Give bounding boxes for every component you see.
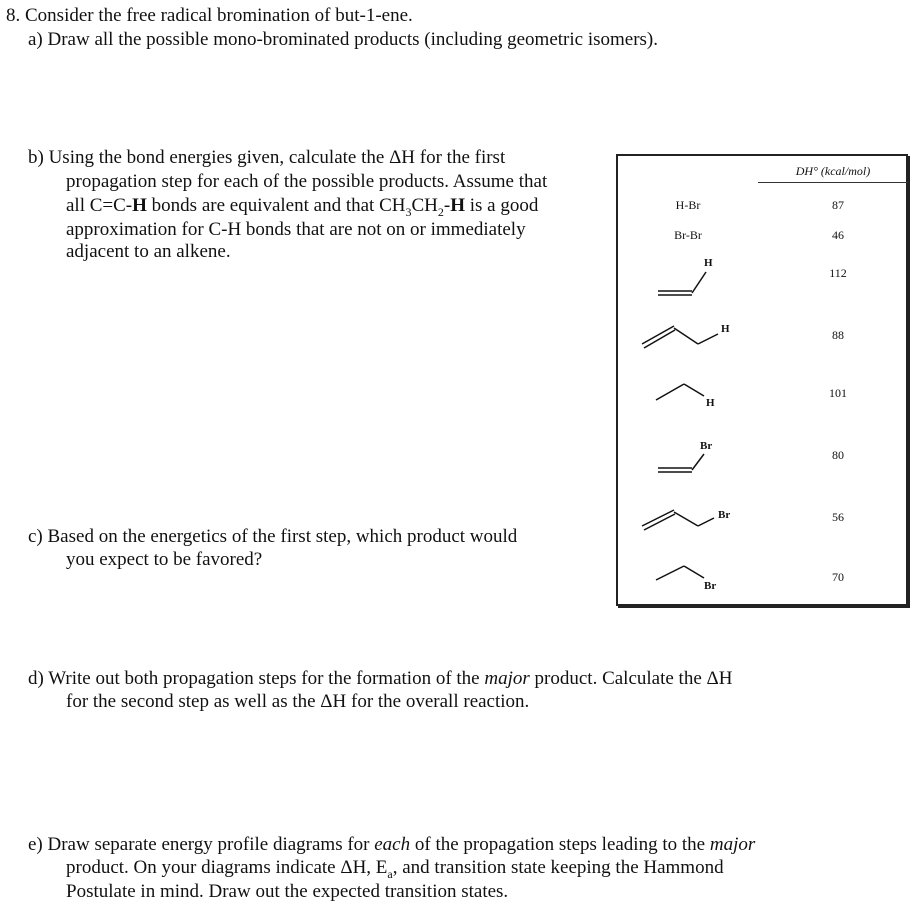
text-run: - [443, 195, 451, 216]
part-e-line3: Postulate in mind. Draw out the expected transition states. [66, 881, 509, 902]
ethyl-br-structure [656, 566, 704, 580]
emphasis: major [484, 668, 530, 689]
part-d-line1 [28, 667, 732, 691]
row-value-allylic-h: 88 [832, 328, 844, 342]
row-value-ethyl-br: 70 [832, 570, 844, 584]
part-a-text: a) Draw all the possible mono-brominated products (including geometric isomers). [28, 29, 659, 50]
atom-label: Br [718, 509, 731, 521]
row-value-brbr: 46 [832, 228, 844, 242]
part-b-line5: adjacent to an alkene. [66, 241, 231, 262]
part-b-line1: b) Using the bond energies given, calculate the ΔH for the first [28, 147, 506, 168]
row-value-allylic-br: 56 [832, 510, 844, 524]
allylic-br-structure [642, 510, 714, 530]
vinyl-br-structure [658, 454, 704, 472]
part-c-line2: you expect to be favored? [66, 549, 263, 570]
part-c-line1: c) Based on the energetics of the first step, which product would [28, 526, 518, 547]
text-run: bonds are equivalent and that CH [146, 195, 406, 216]
question-title: 8. Consider the free radical bromination of but-1-ene. [6, 5, 413, 26]
text-run: all C=C- [66, 195, 133, 216]
bold-h: H [450, 195, 465, 216]
row-value-vinyl-br: 80 [832, 448, 844, 462]
text-run: d) Write out both propagation steps for the formation of the [28, 668, 485, 689]
row-label-brbr: Br-Br [674, 228, 702, 242]
bond-energy-table [616, 154, 908, 606]
text-run: of the propagation steps leading to the [410, 834, 710, 855]
text-run: product. On your diagrams indicate ΔH, E [66, 857, 388, 878]
vinyl-h-structure [658, 272, 706, 295]
part-b-line2: propagation step for each of the possible products. Assume that [66, 171, 548, 192]
text-run: product. Calculate the ΔH [529, 668, 733, 689]
row-value-hbr: 87 [832, 198, 844, 212]
atom-label: Br [704, 580, 717, 592]
text-run: , and transition state keeping the Hammond [392, 857, 724, 878]
subscript: 2 [437, 204, 444, 219]
part-b-line4: approximation for C-H bonds that are not on or immediately [66, 219, 526, 240]
text-run: CH [411, 195, 438, 216]
part-d-line2: for the second step as well as the ΔH for the overall reaction. [66, 691, 530, 712]
emphasis: each [374, 834, 411, 855]
part-e-line1 [28, 833, 755, 857]
row-label-hbr: H-Br [675, 198, 701, 212]
atom-label: H [706, 397, 715, 409]
subscript: 3 [405, 204, 412, 219]
atom-label: Br [700, 440, 713, 452]
bold-h: H [132, 195, 147, 216]
text-run: is a good [464, 195, 539, 216]
row-value-vinyl-h: 112 [829, 266, 847, 280]
structures-svg [618, 156, 906, 604]
subscript: a [387, 866, 393, 881]
text-run: e) Draw separate energy profile diagrams for [28, 834, 375, 855]
atom-label: H [721, 323, 730, 335]
row-value-ethyl-h: 101 [829, 386, 847, 400]
ethyl-h-structure [656, 384, 704, 400]
allylic-h-structure [642, 326, 718, 348]
atom-label: H [704, 257, 713, 269]
emphasis: major [709, 834, 756, 855]
table-header-text: DH° (kcal/mol) [795, 164, 871, 178]
